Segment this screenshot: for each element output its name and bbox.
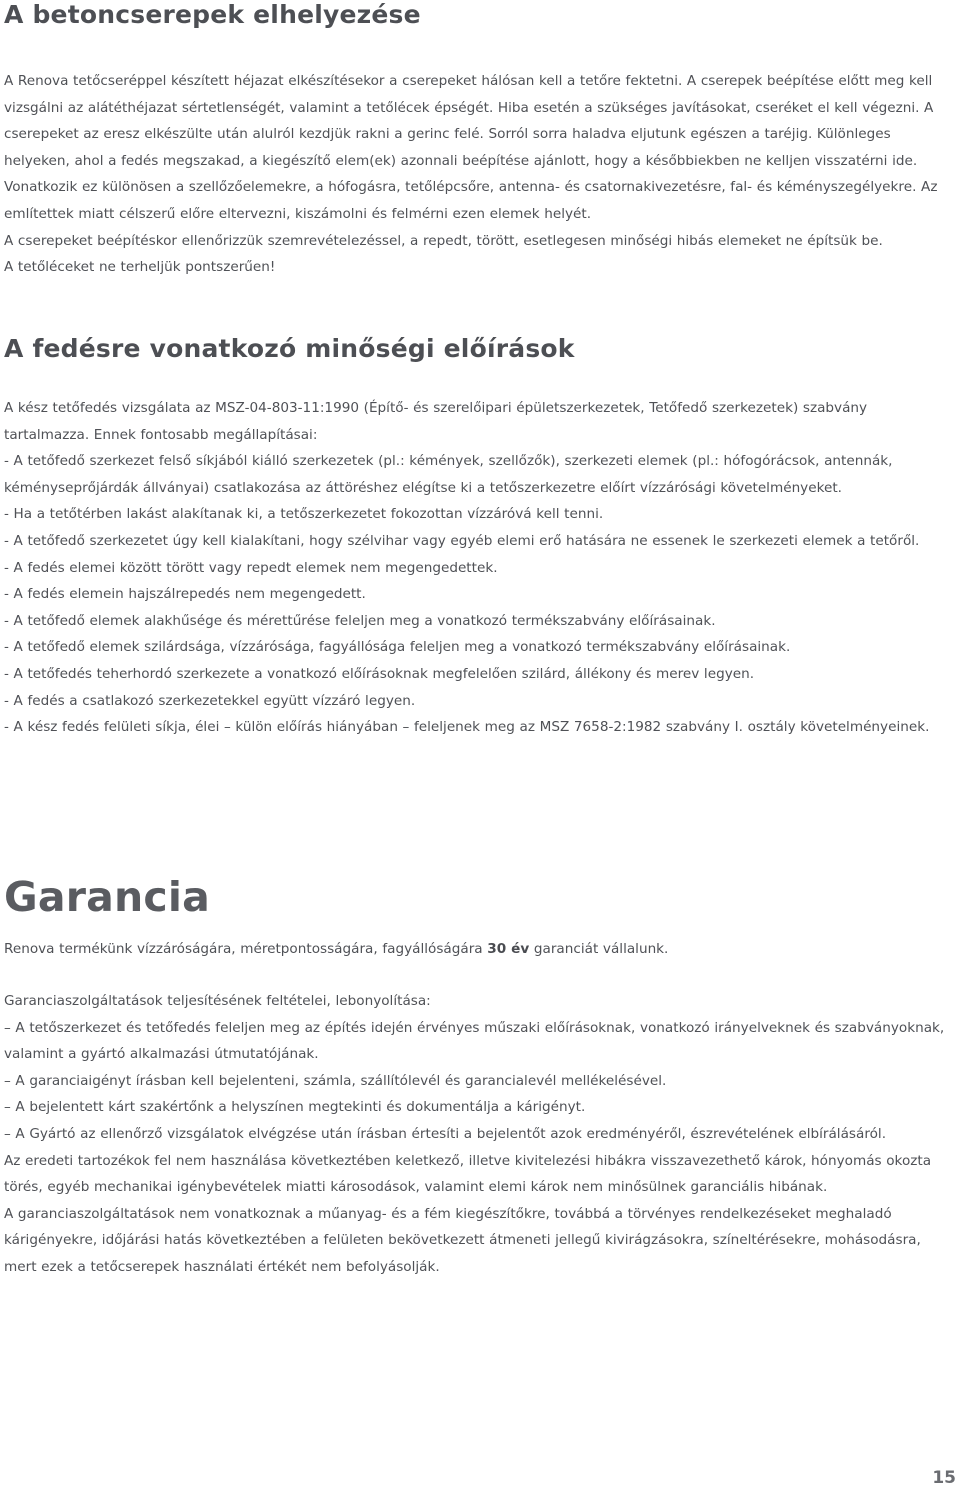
warranty-intro-line (4, 936, 954, 963)
section-title-quality: A fedésre vonatkozó minőségi előírások (4, 334, 575, 363)
section-title-placement: A betoncserepek elhelyezése (4, 0, 421, 29)
warranty-intro (4, 936, 954, 963)
warranty-condition-item: – A Gyártó az ellenőrző vizsgálatok elvégzése után írásban értesíti a bejelentőt azok eredményéről, észrevételének elbírálásáról. (4, 1125, 887, 1142)
placement-batten-note: A tetőléceket ne terheljük pontszerűen! (4, 259, 276, 276)
warranty-intro-text: Renova termékünk vízzáróságára, méretpontosságára, fagyállóságára (4, 941, 488, 957)
warranty-condition-item: – A garanciaigényt írásban kell bejelenteni, számla, szállítólevél és garancialevél mellékelésével. (4, 1072, 667, 1089)
warranty-exclusions-accessories: A garanciaszolgáltatások nem vonatkoznak a műanyag- és a fém kiegészítőkre, továbbá a törvényes rendelkezéseket meghaladó kárigényekre, időjárási hatás következtében a felületen bekövetkezett átmeneti jellegű kivirágzásokra, színeltérésekre, mohásodásra, mert ezek a tetőcserepek használati értékét nem befolyásolják. (4, 1205, 921, 1275)
quality-item: - A tetőfedés teherhordó szerkezete a vonatkozó előírásoknak megfelelően szilárd, állékony és merev legyen. (4, 665, 755, 682)
placement-text (4, 68, 954, 281)
warranty-years: 30 év (487, 941, 530, 957)
quality-item: - A kész fedés felületi síkja, élei – külön előírás hiányában – feleljenek meg az MSZ 7658-2:1982 szabvány I. osztály követelményeinek. (4, 719, 930, 736)
quality-item: - Ha a tetőtérben lakást alakítanak ki, a tetőszerkezetet fokozottan vízzáróvá kell tenni. (4, 506, 604, 523)
quality-item: - A tetőfedő elemek szilárdsága, vízzárósága, fagyállósága feleljen meg a vonatkozó termékszabvány előírásainak. (4, 639, 791, 656)
section-title-warranty: Garancia (4, 873, 211, 921)
quality-requirements (4, 395, 954, 741)
quality-item: - A fedés a csatlakozó szerkezetekkel együtt vízzáró legyen. (4, 692, 416, 709)
quality-item: - A tetőfedő elemek alakhűsége és mérettűrése feleljen meg a vonatkozó termékszabvány előírásainak. (4, 612, 716, 629)
quality-intro: A kész tetőfedés vizsgálata az MSZ-04-803-11:1990 (Építő- és szerelőipari épületszerkezetek, Tetőfedő szerkezetek) szabvány tartalmazza. Ennek fontosabb megállapításai: (4, 400, 868, 443)
quality-item: - A tetőfedő szerkezet felső síkjából kiálló szerkezetek (pl.: kémények, szellőzők), szerkezeti elemek (pl.: hófogórácsok, antennák, kéményseprőjárdák állványai) csatlakozása az áttöréshez elégítse ki a tetőszerkezetre előírt vízzárósági követelményeket. (4, 453, 893, 496)
warranty-conditions (4, 988, 954, 1281)
warranty-intro-tail: garanciát vállalunk. (529, 941, 669, 957)
placement-paragraph: A Renova tetőcseréppel készített héjazat elkészítésekor a cserepeket hálósan kell a tetőre fektetni. A cserepek beépítése előtt meg kell vizsgálni az alátéthéjazat sértetlenségét, valamint a tetőlécek épségét. Hiba esetén a szükséges javításokat, cseréket el kell végezni. A cserepeket az eresz elkészülte után alulról kezdjük rakni a gerinc felé. Sorról sorra haladva eljutunk egészen a taréjig. Különleges helyeken, ahol a fedés megszakad, a kiegészítő elem(ek) azonnali beépítése ajánlott, hogy a későbbiekben ne kelljen visszatérni ide. Vonatkozik ez különösen a szellőzőelemekre, a hófogásra, tetőlépcsőre, antenna- és csatornakivezetésre, fal- és kéményszegélyekre. Az említettek miatt célszerű előre eltervezni, kiszámolni és felmérni ezen elemek helyét. (4, 73, 938, 222)
warranty-conditions-heading: Garanciaszolgáltatások teljesítésének feltételei, lebonyolítása: (4, 993, 431, 1009)
quality-item: - A fedés elemein hajszálrepedés nem megengedett. (4, 586, 366, 603)
warranty-condition-item: – A bejelentett kárt szakértőnk a helyszínen megtekinti és dokumentálja a kárigényt. (4, 1099, 586, 1116)
page-number: 15 (932, 1468, 956, 1488)
quality-item: - A fedés elemei között törött vagy repedt elemek nem megengedettek. (4, 559, 498, 576)
warranty-exclusions: Az eredeti tartozékok fel nem használása következtében keletkező, illetve kivitelezési hibákra visszavezethető károk, hónyomás okozta törés, egyéb mechanikai igénybevételek miatti károsodások, valamint elemi károk nem minősülnek garanciális hibának. (4, 1152, 932, 1196)
warranty-condition-item: – A tetőszerkezet és tetőfedés feleljen meg az építés idején érvényes műszaki előírásoknak, vonatkozó irányelveknek és szabványoknak, valamint a gyártó alkalmazási útmutatójának. (4, 1019, 945, 1063)
quality-item: - A tetőfedő szerkezetet úgy kell kialakítani, hogy szélvihar vagy egyéb elemi erő hatására ne essenek le szerkezeti elemek a tetőről. (4, 532, 920, 549)
placement-inspection-note: A cserepeket beépítéskor ellenőrizzük szemrevételezéssel, a repedt, törött, esetlegesen minőségi hibás elemeket ne építsük be. (4, 232, 883, 249)
